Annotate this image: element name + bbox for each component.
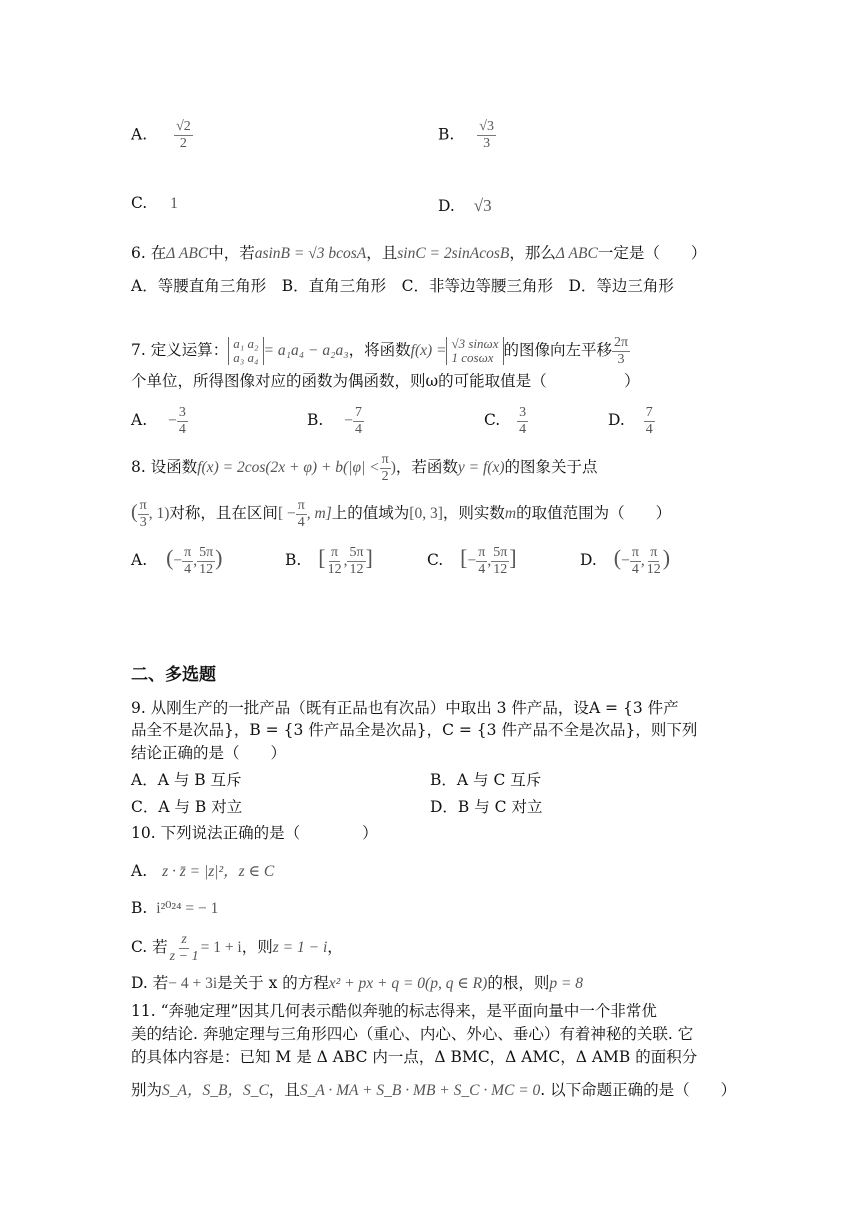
bracket: ( [613, 545, 622, 570]
fraction [612, 336, 630, 367]
denominator: 4 [178, 421, 186, 437]
numerator: π [331, 544, 339, 560]
sign: − [467, 552, 477, 569]
text: 对称，且在区间 [169, 504, 278, 522]
denominator: 4 [645, 421, 653, 437]
denominator: 3 [139, 514, 147, 530]
option-label: C. [427, 551, 444, 569]
option-label: B. [285, 551, 302, 569]
fraction [477, 120, 496, 151]
numerator: 5π [493, 544, 508, 560]
denominator: z − 1 [169, 948, 199, 964]
q8-option-a: A. (− $\frac{\pi}{4}$ , $\frac{5\pi}{12}$ ) [131, 544, 223, 577]
q9-line2: 品全不是次品}，B = {3 件产品全是次品}，C = {3 件产品不全是次品}，则下列 [131, 721, 698, 739]
fraction [347, 546, 365, 577]
q7-option-c [484, 402, 528, 438]
option-label: C. [484, 411, 501, 429]
q6-options: A．等腰直角三角形 B．直角三角形 C．非等边等腰三角形 D．等边三角形 [131, 277, 674, 295]
section-title: 二、多选题 [131, 665, 216, 685]
option-value: √3 [473, 196, 492, 215]
q10-stem: 10. 下列说法正确的是（ ） [131, 824, 378, 842]
numerator: 7 [645, 404, 653, 420]
math: , m] [306, 505, 332, 522]
q10-option-c [131, 930, 343, 965]
q10-option-d [131, 972, 583, 995]
option-value: 1 [170, 195, 178, 212]
sign: − [621, 552, 630, 569]
text: 7. 定义运算： [131, 341, 229, 359]
numerator: π [297, 497, 305, 513]
text: ，那么 [509, 244, 556, 262]
text: 8. 设函数 [131, 458, 198, 476]
text: 9. 从刚生产的一批产品（既有正品也有次品）中取出 3 件产品，设 [131, 699, 589, 717]
text: A = {3 件产 [588, 699, 679, 717]
bracket: ( [166, 545, 174, 570]
bracket: ] [365, 545, 373, 570]
text: 的取值范围为（ ） [516, 504, 672, 522]
numerator: 3 [519, 404, 527, 420]
math: i²⁰²⁴ = − 1 [156, 900, 219, 917]
denominator: 12 [349, 561, 364, 577]
fraction [182, 546, 193, 577]
option-label: D. [608, 411, 625, 429]
q6-stem [131, 242, 706, 265]
text: ，若函数 [395, 458, 458, 476]
q8-line1 [131, 452, 598, 484]
fraction [491, 546, 509, 577]
math: y = f(x) [457, 459, 505, 476]
q11-line4 [131, 1079, 736, 1102]
text: ， [327, 938, 343, 956]
math: Δ ABC [555, 245, 598, 262]
math: z = 1 − i [272, 939, 328, 956]
text: 别为 [131, 1081, 163, 1099]
fraction [177, 406, 188, 437]
math: [ − [277, 505, 296, 522]
q9-line1 [131, 697, 679, 719]
math: − 4 + 3i [168, 975, 218, 992]
math: = a₁a₄ − a₂a₃ [263, 342, 349, 359]
math: sinC = 2sinAcosB [397, 245, 510, 262]
q9-option-b: B．A 与 C 互斥 [430, 771, 542, 789]
fraction [296, 499, 307, 530]
denominator: 4 [184, 561, 192, 577]
denominator: 4 [297, 514, 305, 530]
numerator: z [181, 931, 187, 947]
sign: − [173, 552, 183, 569]
q8-option-d: D. (− $\frac{\pi}{4}$ , $\frac{\pi}{12}$ ) [580, 544, 671, 577]
math: ) [390, 459, 396, 476]
numerator: 5π [349, 544, 364, 560]
q9-option-d: D．B 与 C 对立 [430, 798, 543, 816]
q7-stem [131, 330, 630, 371]
text: ，且 [366, 244, 398, 262]
math: asinB = √3 bcosA [254, 245, 367, 262]
denominator: 4 [631, 561, 639, 577]
q8-option-c: C. [− $\frac{\pi}{4}$ , $\frac{5\pi}{12}$ ] [427, 544, 517, 577]
bracket: ) [215, 545, 223, 570]
fraction [174, 120, 193, 151]
math: [0, 3] [409, 505, 443, 522]
fraction [197, 546, 215, 577]
option-label: A. [131, 862, 148, 880]
text: 一定是（ ） [597, 244, 707, 262]
numerator: 2π [614, 334, 629, 350]
text: ，将函数 [348, 341, 411, 359]
q5-option-c [131, 192, 178, 215]
fraction [326, 546, 344, 577]
option-label: A. [131, 551, 148, 569]
q11-line1: 11. “奔驰定理”因其几何表示酷似奔驰的标志得来，是平面向量中一个非常优 [131, 1002, 657, 1020]
fraction [168, 933, 201, 964]
numerator: √3 [479, 119, 494, 134]
option-label: D. [438, 197, 455, 215]
q9-line3: 结论正确的是（ ） [131, 744, 287, 762]
text: 的图像向左平移 [503, 341, 613, 359]
denominator: 3 [483, 136, 491, 151]
math: S_A · MA + S_B · MB + S_C · MC = 0 [299, 1082, 541, 1099]
q11-line2: 美的结论. 奔驰定理与三角形四心（重心、内心、外心、垂心）有着神秘的关联. 它 [131, 1025, 694, 1043]
text: ，则 [241, 938, 273, 956]
math: ，z ∈ C [223, 863, 275, 880]
text: . 以下命题正确的是（ ） [540, 1081, 737, 1099]
q9-option-a: A．A 与 B 互斥 [131, 771, 242, 789]
determinant [446, 337, 503, 365]
denominator: 4 [519, 421, 527, 437]
fraction [380, 453, 391, 484]
math: m [504, 505, 517, 522]
math: Δ ABC [166, 245, 209, 262]
q8-option-b: B. [ $\frac{\pi}{12}$ , $\frac{5\pi}{12}$ ] [285, 544, 373, 577]
q11-line3: 的具体内容是：已知 M 是 Δ ABC 内一点，Δ BMC，Δ AMC，Δ AMB 的面积分 [131, 1048, 698, 1066]
option-label: A. [131, 411, 148, 429]
numerator: π [478, 544, 486, 560]
numerator: π [650, 544, 658, 560]
denominator: 12 [646, 561, 661, 577]
bracket: ) [662, 545, 671, 570]
text: 6. 在 [131, 244, 167, 262]
fraction [645, 546, 663, 577]
det-row: 1 cosωx [451, 350, 494, 365]
fraction [517, 406, 528, 437]
det-row: a₁ a₂ [233, 336, 259, 351]
option-label: C. [131, 194, 148, 212]
text: ，则实数 [442, 504, 505, 522]
numerator: 5π [199, 544, 214, 560]
fraction [644, 406, 655, 437]
det-row: a₃ a₄ [233, 350, 259, 365]
numerator: π [139, 497, 147, 513]
q7-option-b [307, 402, 364, 439]
text: 中，若 [208, 244, 255, 262]
q5-option-d [438, 195, 492, 217]
denominator: 4 [355, 421, 363, 437]
sign: − [344, 412, 354, 429]
q8-line2 [131, 497, 671, 530]
numerator: 7 [355, 404, 363, 420]
fraction [476, 546, 487, 577]
math: z · z̄ = |z|² [162, 863, 224, 880]
numerator: 3 [178, 404, 186, 420]
text: D. 若 [131, 974, 169, 992]
option-label: D. [580, 551, 597, 569]
option-label: A. [131, 125, 148, 144]
q7-line2: 个单位，所得图像对应的函数为偶函数，则ω的可能取值是（ ） [131, 372, 640, 390]
math: x² + px + q = 0(p, q ∈ R) [328, 975, 488, 992]
option-label: B. [438, 125, 455, 144]
text: ，且 [268, 1081, 300, 1099]
denominator: 2 [179, 136, 187, 151]
option-label: B. [131, 899, 148, 917]
fraction [138, 499, 149, 530]
math: p = 8 [549, 975, 584, 992]
denominator: 3 [617, 351, 625, 367]
math: f(x) = [410, 342, 447, 359]
q10-option-a [131, 860, 274, 883]
q7-option-a [131, 402, 188, 439]
numerator: π [184, 544, 192, 560]
numerator: π [631, 544, 639, 560]
sign: − [168, 412, 177, 429]
math: f(x) = 2cos(2x + φ) + b(|φ| < [197, 459, 380, 476]
text: 上的值域为 [331, 504, 410, 522]
denominator: 2 [381, 468, 389, 484]
numerator: π [381, 451, 389, 467]
denominator: 12 [493, 561, 508, 577]
q9-option-c: C．A 与 B 对立 [131, 798, 243, 816]
q5-option-a [131, 120, 193, 151]
q10-option-b [131, 897, 218, 920]
text: 的根，则 [487, 974, 550, 992]
denominator: 12 [199, 561, 214, 577]
q5-option-b [438, 120, 496, 151]
bracket: [ [318, 545, 326, 570]
option-label: B. [307, 411, 324, 429]
denominator: 4 [478, 561, 486, 577]
bracket: [ [460, 545, 468, 570]
bracket: ] [509, 545, 517, 570]
math: S_A，S_B，S_C [162, 1082, 269, 1099]
text: C. 若 [131, 938, 168, 956]
text: 是关于 x 的方程 [217, 974, 329, 992]
det-row: √3 sinωx [451, 336, 499, 351]
fraction [630, 546, 641, 577]
text: 的图象关于点 [504, 458, 598, 476]
q7-option-d [608, 402, 655, 438]
math: = 1 + i [200, 939, 242, 956]
math: ( [131, 501, 138, 523]
math: , 1) [148, 505, 170, 522]
fraction [353, 406, 364, 437]
denominator: 12 [327, 561, 342, 577]
determinant [228, 337, 263, 365]
numerator: √2 [176, 119, 191, 134]
